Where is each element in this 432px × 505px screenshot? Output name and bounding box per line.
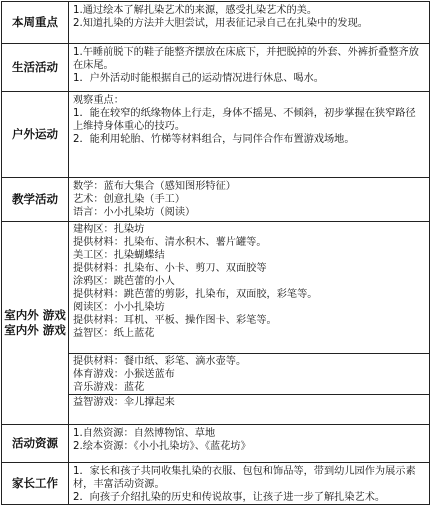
content-line: 2．能利用轮胎、竹梯等材料组合，与同伴合作布置游戏场地。 (73, 134, 355, 145)
row-content (69, 354, 430, 395)
content-line: 涂鸦区：跳芭蕾的小人 (73, 276, 175, 287)
row-content (69, 178, 430, 222)
content-line: 体育游戏：小猴送蓝布 (73, 369, 175, 380)
table-row-teaching (2, 178, 430, 222)
row-content (69, 2, 430, 44)
row-content (69, 463, 430, 505)
row-label-text: 户外运动 (12, 127, 58, 141)
row-content (69, 222, 430, 354)
plan-table-body (2, 2, 430, 505)
row-label-text: 家长工作 (12, 476, 58, 490)
content-line: 阅读区：小小扎染坊 (73, 302, 165, 313)
table-row-outdoor (2, 92, 430, 178)
table-row-resources (2, 425, 430, 463)
table-row-focus (2, 2, 430, 44)
row-label-text: 室内外 游戏 (4, 323, 66, 337)
row-label (2, 44, 69, 92)
row-label (2, 2, 69, 44)
row-label (2, 222, 69, 425)
content-line: 1.通过绘本了解扎染艺术的来源，感受扎染艺术的美。 (73, 5, 318, 16)
content-line: 提供材料：跳芭蕾的剪影，扎染布，双面胶，彩笔等。 (73, 289, 318, 300)
table-row-parents (2, 463, 430, 505)
content-line: 观察重点： (73, 95, 124, 106)
content-line: 1.午睡前脱下的鞋子能整齐摆放在床底下，并把脱掉的外套、外裤折叠整齐放在床尾。 (73, 47, 419, 71)
content-line: 美工区：扎染蝴蝶结 (73, 250, 165, 261)
row-label-text: 教学活动 (12, 192, 58, 206)
row-content (69, 92, 430, 178)
row-label-text: 本周重点 (12, 15, 58, 29)
row-content (69, 425, 430, 463)
content-line: 音乐游戏：蓝花 (73, 382, 145, 393)
table-row-life (2, 44, 430, 92)
content-line: 1.自然资源：自然博物馆、草地 (73, 428, 216, 439)
row-label (2, 178, 69, 222)
content-line: 数学：蓝布大集合（感知图形特征） (73, 181, 236, 192)
content-line: 2.绘本资源：《小小扎染坊》、《蓝花坊》 (73, 441, 251, 452)
content-line: 1．能在较窄的纸缘物体上行走，身体不摇晃、不倾斜，初步掌握在狭窄路径上维持身体重心的技巧。 (73, 108, 416, 132)
content-line: 2．向孩子介绍扎染的历史和传说故事，让孩子进一步了解扎染艺术。 (73, 492, 386, 503)
content-line: 2.知道扎染的方法并大胆尝试，用表征记录自己在扎染中的发现。 (73, 18, 368, 29)
table-row-games-1 (2, 222, 430, 354)
content-line: 提供材料：扎染布、小卡、剪刀、双面胶等 (73, 263, 267, 274)
content-line: 1．户外活动时能根据自己的运动情况进行休息、喝水。 (73, 73, 324, 84)
content-line: 益智区：纸上蓝花 (73, 328, 155, 339)
row-label-text: 生活活动 (12, 60, 58, 74)
row-label-text: 活动资源 (12, 436, 58, 450)
content-line: 1．家长和孩子共同收集扎染的衣服、包包和饰品等，带到幼儿园作为展示素材，丰富活动资源。 (73, 466, 416, 490)
row-label (2, 463, 69, 505)
content-line: 艺术：创意扎染（手工） (73, 194, 186, 205)
weekly-plan-table (1, 1, 430, 505)
content-line: 语言：小小扎染坊（阅读） (73, 207, 196, 218)
row-content (69, 395, 430, 425)
content-line: 提供材料：耳机、平板、操作图卡、彩笔等。 (73, 315, 277, 326)
content-line: 建构区：扎染坊 (73, 224, 145, 235)
row-content (69, 44, 430, 92)
row-label (2, 425, 69, 463)
row-label-text: 室内外 游戏 (4, 308, 66, 322)
content-line: 提供材料：餐巾纸、彩笔、滴水壶等。 (73, 356, 247, 367)
content-line: 益智游戏：伞儿撑起来 (73, 397, 175, 408)
row-label (2, 92, 69, 178)
content-line: 提供材料：扎染布、清水积木、薯片罐等。 (73, 237, 267, 248)
